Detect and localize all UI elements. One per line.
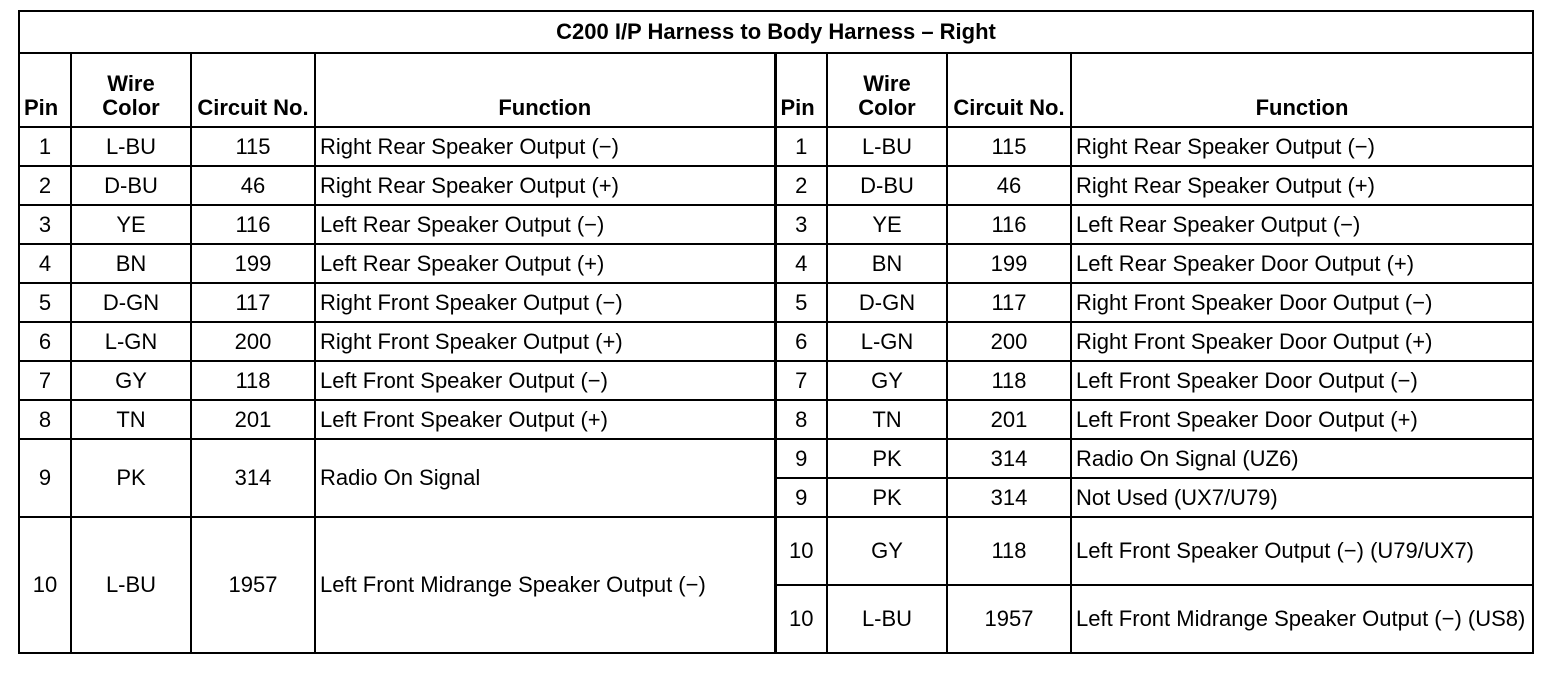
connector-table-container [18, 10, 1532, 678]
right-pin: 6 [775, 322, 827, 361]
right-circuit: 118 [947, 361, 1071, 400]
header-pin-right: Pin [775, 53, 827, 127]
table-row [19, 517, 1533, 585]
left-wire-color: GY [71, 361, 191, 400]
left-function: Right Rear Speaker Output (+) [315, 166, 775, 205]
left-function: Radio On Signal [315, 439, 775, 517]
left-pin: 7 [19, 361, 71, 400]
left-wire-color: PK [71, 439, 191, 517]
table-title: C200 I/P Harness to Body Harness – Right [19, 11, 1533, 53]
right-pin: 10 [775, 517, 827, 585]
right-pin: 8 [775, 400, 827, 439]
left-function: Right Front Speaker Output (+) [315, 322, 775, 361]
left-circuit: 118 [191, 361, 315, 400]
right-function: Right Front Speaker Door Output (−) [1071, 283, 1533, 322]
right-circuit: 115 [947, 127, 1071, 166]
table-row [19, 166, 1533, 205]
header-circuit-no-left: Circuit No. [191, 53, 315, 127]
right-wire-color: GY [827, 517, 947, 585]
right-function: Right Rear Speaker Output (−) [1071, 127, 1533, 166]
left-circuit: 314 [191, 439, 315, 517]
right-wire-color: GY [827, 361, 947, 400]
right-pin: 10 [775, 585, 827, 653]
right-wire-color: PK [827, 478, 947, 517]
left-pin: 1 [19, 127, 71, 166]
right-function: Left Front Speaker Door Output (−) [1071, 361, 1533, 400]
left-wire-color: BN [71, 244, 191, 283]
left-function: Right Front Speaker Output (−) [315, 283, 775, 322]
table-header-row [19, 53, 1533, 127]
left-function: Left Rear Speaker Output (−) [315, 205, 775, 244]
table-row [19, 322, 1533, 361]
right-function: Left Front Midrange Speaker Output (−) (US8) [1071, 585, 1533, 653]
right-circuit: 46 [947, 166, 1071, 205]
left-function: Left Rear Speaker Output (+) [315, 244, 775, 283]
left-circuit: 1957 [191, 517, 315, 653]
table-title-row [19, 11, 1533, 53]
left-circuit: 115 [191, 127, 315, 166]
left-circuit: 199 [191, 244, 315, 283]
right-function: Left Rear Speaker Door Output (+) [1071, 244, 1533, 283]
left-wire-color: YE [71, 205, 191, 244]
right-circuit: 200 [947, 322, 1071, 361]
left-circuit: 200 [191, 322, 315, 361]
right-circuit: 201 [947, 400, 1071, 439]
left-wire-color: L-GN [71, 322, 191, 361]
left-pin: 6 [19, 322, 71, 361]
left-wire-color: L-BU [71, 127, 191, 166]
right-pin: 7 [775, 361, 827, 400]
right-wire-color: YE [827, 205, 947, 244]
right-function: Not Used (UX7/U79) [1071, 478, 1533, 517]
left-pin: 3 [19, 205, 71, 244]
right-function: Radio On Signal (UZ6) [1071, 439, 1533, 478]
table-row [19, 205, 1533, 244]
right-wire-color: D-BU [827, 166, 947, 205]
right-circuit: 118 [947, 517, 1071, 585]
right-function: Left Front Speaker Door Output (+) [1071, 400, 1533, 439]
right-function: Right Rear Speaker Output (+) [1071, 166, 1533, 205]
left-circuit: 116 [191, 205, 315, 244]
right-circuit: 1957 [947, 585, 1071, 653]
right-wire-color: L-BU [827, 127, 947, 166]
right-circuit: 314 [947, 439, 1071, 478]
table-row [19, 244, 1533, 283]
right-circuit: 116 [947, 205, 1071, 244]
left-pin: 4 [19, 244, 71, 283]
left-wire-color: L-BU [71, 517, 191, 653]
left-pin: 9 [19, 439, 71, 517]
right-wire-color: BN [827, 244, 947, 283]
left-pin: 2 [19, 166, 71, 205]
left-pin: 5 [19, 283, 71, 322]
table-row [19, 400, 1533, 439]
left-pin: 8 [19, 400, 71, 439]
header-wire-color-right: Wire Color [827, 53, 947, 127]
right-pin: 2 [775, 166, 827, 205]
right-circuit: 314 [947, 478, 1071, 517]
header-circuit-no-right: Circuit No. [947, 53, 1071, 127]
header-function-left: Function [315, 53, 775, 127]
table-row [19, 439, 1533, 478]
right-function: Left Front Speaker Output (−) (U79/UX7) [1071, 517, 1533, 585]
right-wire-color: D-GN [827, 283, 947, 322]
table-row [19, 283, 1533, 322]
left-wire-color: D-GN [71, 283, 191, 322]
right-pin: 5 [775, 283, 827, 322]
right-pin: 9 [775, 478, 827, 517]
right-circuit: 199 [947, 244, 1071, 283]
right-function: Left Rear Speaker Output (−) [1071, 205, 1533, 244]
header-pin-left: Pin [19, 53, 71, 127]
left-function: Left Front Speaker Output (+) [315, 400, 775, 439]
right-wire-color: TN [827, 400, 947, 439]
right-function: Right Front Speaker Door Output (+) [1071, 322, 1533, 361]
right-wire-color: L-BU [827, 585, 947, 653]
left-function: Left Front Midrange Speaker Output (−) [315, 517, 775, 653]
left-function: Right Rear Speaker Output (−) [315, 127, 775, 166]
table-row [19, 361, 1533, 400]
right-pin: 4 [775, 244, 827, 283]
left-circuit: 201 [191, 400, 315, 439]
left-circuit: 117 [191, 283, 315, 322]
left-wire-color: D-BU [71, 166, 191, 205]
header-function-right: Function [1071, 53, 1533, 127]
header-wire-color-left: Wire Color [71, 53, 191, 127]
table-row [19, 127, 1533, 166]
right-circuit: 117 [947, 283, 1071, 322]
left-pin: 10 [19, 517, 71, 653]
left-function: Left Front Speaker Output (−) [315, 361, 775, 400]
left-wire-color: TN [71, 400, 191, 439]
connector-pinout-table [18, 10, 1534, 654]
right-pin: 9 [775, 439, 827, 478]
right-pin: 3 [775, 205, 827, 244]
left-circuit: 46 [191, 166, 315, 205]
right-wire-color: L-GN [827, 322, 947, 361]
right-pin: 1 [775, 127, 827, 166]
right-wire-color: PK [827, 439, 947, 478]
